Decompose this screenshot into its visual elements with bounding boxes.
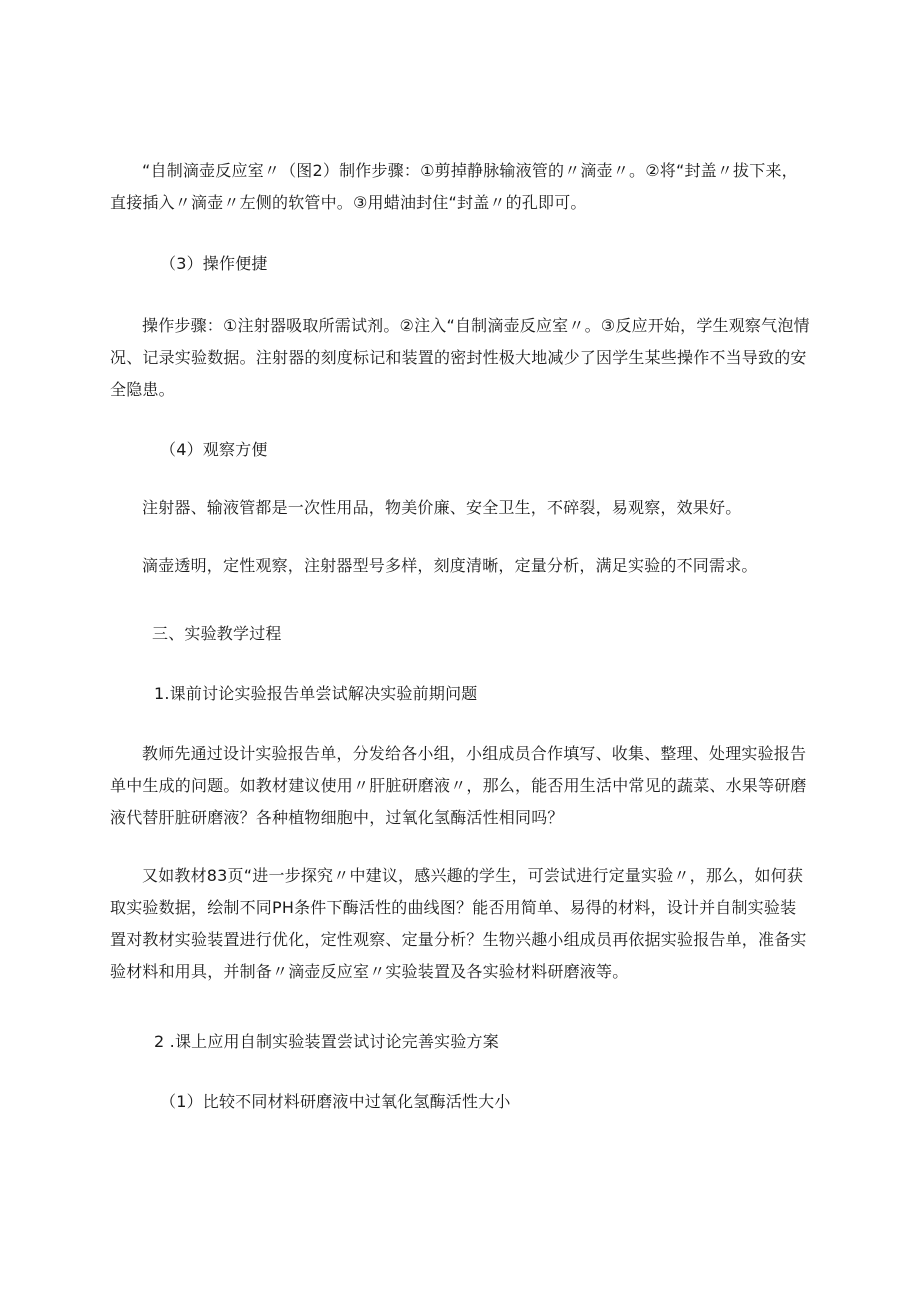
paragraph-drip-transparent: 滴壶透明，定性观察，注射器型号多样，刻度清晰，定量分析，满足实验的不同需求。 [142,556,758,575]
paragraph-disposable-items: 注射器、输液管都是一次性用品，物美价廉、安全卫生，不碎裂，易观察，效果好。 [142,498,742,517]
paragraph-textbook-page: 又如教材83页“进一步探究〃中建议，感兴趣的学生，可尝试进行定量实验〃，那么，如何获取实验数据，绘制不同PH条件下酶活性的曲线图？能否用简单、易得的材料，设计并自制实验装置对教材实验装置进行优化，定性观察、定量分析？生物兴趣小组成员再依据实验报告单，准备实验材料和用具，并制备〃滴壶反应室〃实验装置及各实验材料研磨液等。 [110,866,807,981]
heading-convenient-observation: （4）观察方便 [160,440,268,459]
paragraph-operation-steps: 操作步骤：①注射器吸取所需试剂。②注入“自制滴壶反应室〃。③反应开始，学生观察气泡情况、记录实验数据。注射器的刻度标记和装置的密封性极大地减少了因学生某些操作不当导致的安全隐患。 [110,316,810,399]
heading-subsection-one: 1.课前讨论实验报告单尝试解决实验前期问题 [154,684,478,703]
heading-convenient-operation: （3）操作便捷 [160,254,268,273]
heading-section-three: 三、实验教学过程 [152,624,282,643]
paragraph-drip-chamber-steps: “自制滴壶反应室〃（图2）制作步骤：①剪掉静脉输液管的〃滴壶〃。②将“封盖〃拔下来，直接插入〃滴壶〃左侧的软管中。③用蜡油封住“封盖〃的孔即可。 [110,161,798,212]
paragraph-teacher-report: 教师先通过设计实验报告单，分发给各小组，小组成员合作填写、收集、整理、处理实验报告单中生成的问题。如教材建议使用〃肝脏研磨液〃，那么，能否用生活中常见的蔬菜、水果等研磨液代替肝脏研磨液？各种植物细胞中，过氧化氢酶活性相同吗？ [110,744,807,827]
heading-compare-materials: （1）比较不同材料研磨液中过氧化氢酶活性大小 [160,1092,511,1111]
heading-subsection-two: 2 .课上应用自制实验装置尝试讨论完善实验方案 [154,1032,499,1051]
